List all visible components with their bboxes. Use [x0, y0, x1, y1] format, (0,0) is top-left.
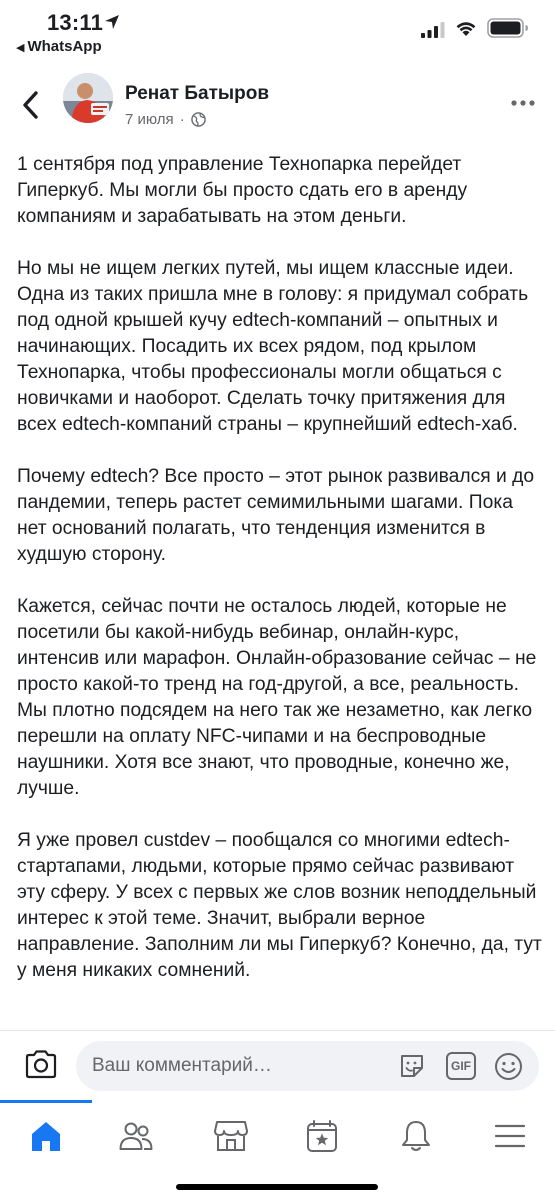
sticker-icon[interactable]	[398, 1052, 426, 1080]
globe-icon	[191, 112, 206, 127]
home-indicator	[176, 1184, 378, 1190]
gif-button[interactable]	[446, 1052, 476, 1080]
back-to-app-link[interactable]	[16, 38, 102, 55]
battery-icon	[487, 18, 529, 38]
comment-placeholder: Ваш комментарий…	[92, 1055, 272, 1076]
post-paragraph: Кажется, сейчас почти не осталось людей, которые не посетили бы какой-нибудь вебинар, онлайн-курс, интенсив или марафон. Онлайн-образование сейчас – не просто какой-то тренд на год-другой, а все, реальность. Мы плотно подсядем на него так же незаметно, как легко перешли на оплату NFC-чипами и на беспроводные наушники. Хотя все знают, что проводные, конечно же, лучше.	[17, 596, 537, 799]
menu-icon[interactable]	[492, 1118, 528, 1154]
avatar-image	[63, 73, 113, 123]
location-arrow-icon	[104, 14, 120, 30]
chevron-left-icon[interactable]	[20, 90, 42, 120]
gif-label: GIF	[451, 1059, 471, 1073]
post-paragraph: Я уже провел custdev – пообщался со многими edtech-стартапами, людьми, которые прямо сейчас развивают эту сферу. У всех с первых же слов возник неподдельный интерес к этой теме. Значит, выбрали верное направление. Заполним ли мы Гиперкуб? Конечно, да, тут у меня никаких сомнений.	[17, 830, 542, 981]
author-avatar[interactable]	[63, 73, 113, 123]
wifi-icon	[454, 19, 478, 37]
status-bar	[0, 0, 555, 62]
post-header	[0, 66, 555, 146]
status-time: 13:11	[47, 10, 104, 35]
watch-icon[interactable]	[304, 1118, 340, 1154]
author-name[interactable]: Ренат Батыров	[125, 83, 270, 104]
post-body	[17, 152, 542, 1010]
friends-icon[interactable]	[118, 1118, 154, 1154]
comment-bar	[0, 1030, 555, 1100]
cellular-signal-icon	[421, 22, 445, 38]
marketplace-icon[interactable]	[213, 1118, 249, 1154]
more-horizontal-icon[interactable]	[511, 99, 535, 107]
post-date[interactable]: 7 июля	[125, 111, 174, 128]
camera-icon[interactable]	[24, 1049, 58, 1079]
emoji-icon[interactable]	[494, 1052, 523, 1081]
comment-input[interactable]	[76, 1041, 539, 1091]
bell-icon[interactable]	[398, 1118, 434, 1154]
post-paragraph: 1 сентября под управление Технопарка перейдет Гиперкуб. Мы могли бы просто сдать его в аренду компаниям и зарабатывать на этом деньги.	[17, 154, 468, 227]
active-tab-indicator	[0, 1100, 92, 1103]
post-meta	[125, 111, 206, 128]
post-paragraph: Но мы не ищем легких путей, мы ищем классные идеи. Одна из таких пришла мне в голову: я придумал собрать под одной крышей кучу edtech-компаний – опытных и начинающих. Посадить их всех рядом, под крылом Технопарка, чтобы профессионалы могли общаться с новичками и наоборот. Сделать точку притяжения для всех edtech-компаний страны – крупнейший edtech-хаб.	[17, 258, 529, 435]
meta-separator: ·	[179, 111, 185, 128]
back-triangle-icon: ◀	[16, 42, 25, 54]
back-app-label: WhatsApp	[27, 38, 102, 55]
home-icon[interactable]	[28, 1118, 64, 1154]
post-paragraph: Почему edtech? Все просто – этот рынок развивался и до пандемии, теперь растет семимильными шагами. Пока нет оснований полагать, что тенденция изменится в худшую сторону.	[17, 466, 535, 565]
